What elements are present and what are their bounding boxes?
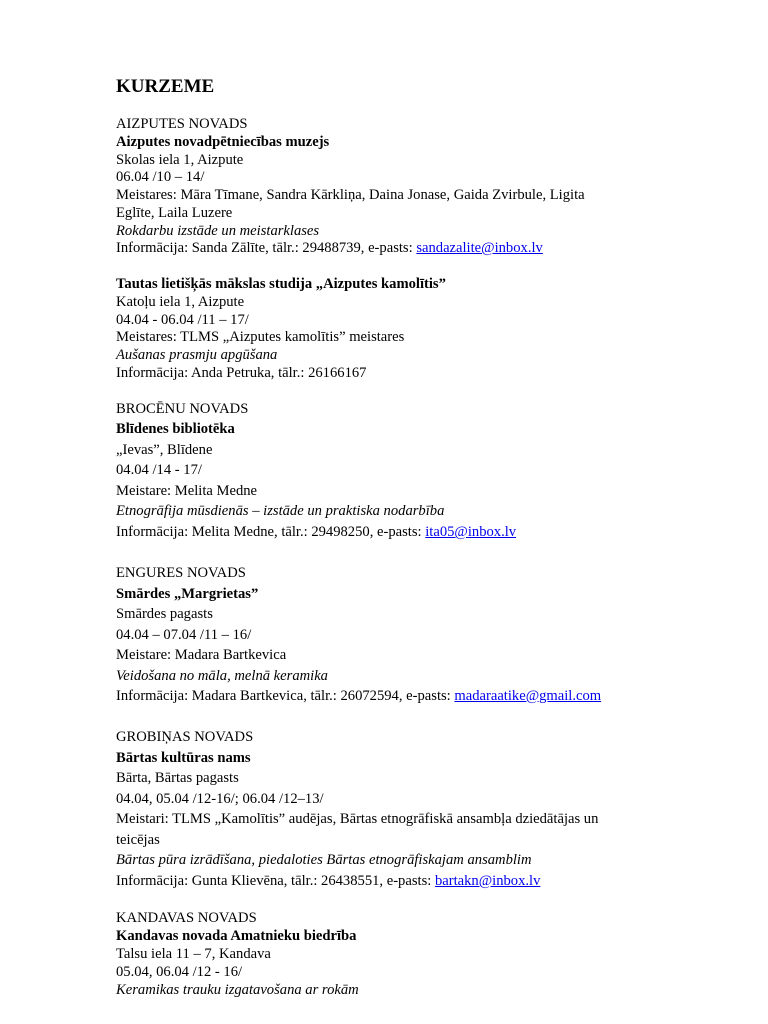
entry-info: Informācija: Anda Petruka, tālr.: 26166167 xyxy=(116,365,367,381)
info-text: Informācija: Sanda Zālīte, tālr.: 29488739, e-pasts: xyxy=(116,240,417,256)
entry-masters: Meistare: Melita Medne xyxy=(116,483,258,499)
entry-activity: Aušanas prasmju apgūšana xyxy=(116,347,278,363)
entry-masters: Meistari: TLMS „Kamolītis” audējas, Bārtas etnogrāfiskā ansambļa dziedātājas un xyxy=(116,811,599,827)
entry-address: Smārdes pagasts xyxy=(116,606,213,622)
entry-masters: Meistare: Madara Bartkevica xyxy=(116,647,287,663)
entry-activity: Etnogrāfija mūsdienās – izstāde un praktiska nodarbība xyxy=(116,503,445,519)
entry-name: Bārtas kultūras nams xyxy=(116,750,251,766)
entry-name: Kandavas novada Amatnieku biedrība xyxy=(116,928,357,944)
entry-name: Aizputes novadpētniecības muzejs xyxy=(116,134,330,150)
entry-dates: 05.04, 06.04 /12 - 16/ xyxy=(116,964,243,980)
entry-masters-continued: Eglīte, Laila Luzere xyxy=(116,205,233,221)
entry-masters: Meistares: Māra Tīmane, Sandra Kārkliņa, Daina Jonase, Gaida Zvirbule, Ligita xyxy=(116,187,585,203)
entry-info xyxy=(116,523,516,541)
entry-name: Blīdenes bibliotēka xyxy=(116,421,235,437)
region-heading: ENGURES NOVADS xyxy=(116,565,246,581)
email-link[interactable]: ita05@inbox.lv xyxy=(425,524,517,540)
entry-masters-continued: teicējas xyxy=(116,832,160,848)
info-text: Informācija: Gunta Klievēna, tālr.: 26438551, e-pasts: xyxy=(116,873,435,889)
entry-address: Katoļu iela 1, Aizpute xyxy=(116,294,245,310)
email-link[interactable]: bartakn@inbox.lv xyxy=(434,873,541,889)
region-heading: GROBIŅAS NOVADS xyxy=(116,729,254,745)
info-text: Informācija: Melita Medne, tālr.: 29498250, e-pasts: xyxy=(116,524,426,540)
entry-dates: 06.04 /10 – 14/ xyxy=(116,169,205,185)
email-link[interactable]: madaraatike@gmail.com xyxy=(454,688,602,704)
entry-address: Talsu iela 11 – 7, Kandava xyxy=(116,946,271,962)
entry-activity: Veidošana no māla, melnā keramika xyxy=(116,668,328,684)
entry-address: „Ievas”, Blīdene xyxy=(116,442,213,458)
email-link[interactable]: sandazalite@inbox.lv xyxy=(416,240,543,256)
entry-dates: 04.04 – 07.04 /11 – 16/ xyxy=(116,627,252,643)
entry-info xyxy=(116,687,601,705)
entry-dates: 04.04 - 06.04 /11 – 17/ xyxy=(116,312,249,328)
page-title: KURZEME xyxy=(116,76,215,97)
entry-address: Skolas iela 1, Aizpute xyxy=(116,152,244,168)
entry-address: Bārta, Bārtas pagasts xyxy=(116,770,239,786)
region-heading: AIZPUTES NOVADS xyxy=(116,116,248,132)
entry-activity: Rokdarbu izstāde un meistarklases xyxy=(116,223,320,239)
entry-dates: 04.04 /14 - 17/ xyxy=(116,462,202,478)
info-text: Informācija: Madara Bartkevica, tālr.: 26072594, e-pasts: xyxy=(116,688,455,704)
entry-masters: Meistares: TLMS „Aizputes kamolītis” meistares xyxy=(116,329,405,345)
entry-dates: 04.04, 05.04 /12-16/; 06.04 /12–13/ xyxy=(116,791,324,807)
entry-info xyxy=(116,239,543,257)
entry-name: Smārdes „Margrietas” xyxy=(116,586,259,602)
region-heading: BROCĒNU NOVADS xyxy=(116,401,249,417)
entry-name: Tautas lietišķās mākslas studija „Aizputes kamolītis” xyxy=(116,276,446,292)
entry-activity: Bārtas pūra izrādīšana, piedaloties Bārtas etnogrāfiskajam ansamblim xyxy=(116,852,532,868)
region-heading: KANDAVAS NOVADS xyxy=(116,910,257,926)
entry-activity: Keramikas trauku izgatavošana ar rokām xyxy=(116,982,359,998)
entry-info xyxy=(116,872,540,890)
